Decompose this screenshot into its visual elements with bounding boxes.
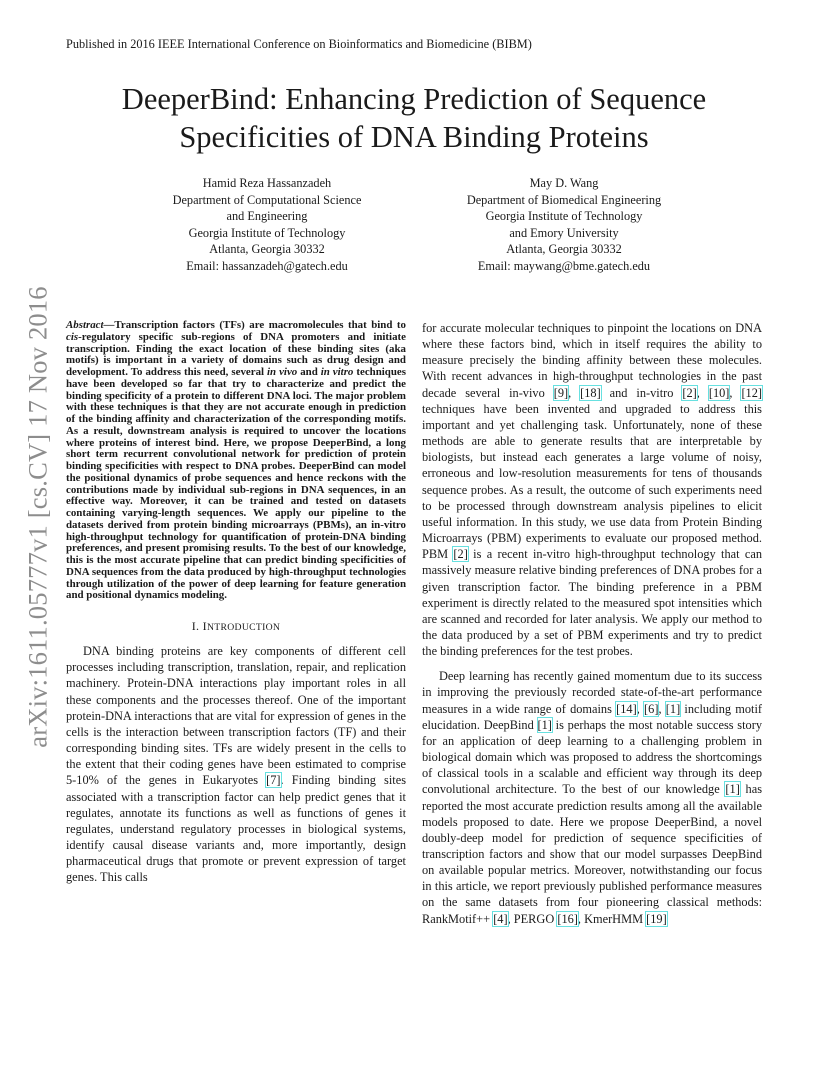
body-text: is perhaps the most notable success story for an application of deep learning to a challenging problem in biological domain which was proposed to address the shortcomings of classical tools in a scalable and efficient way through its deep convolutional architecture. To the best of our knowledge xyxy=(422,717,762,797)
body-text: , PERGO xyxy=(507,911,558,926)
body-text: including motif elucidation. DeepBind xyxy=(422,701,763,732)
separator: , xyxy=(568,385,581,400)
title-line-1: DeeperBind: Enhancing Prediction of Sequence xyxy=(121,82,707,116)
author-block-1 xyxy=(117,175,417,275)
citation-link[interactable]: [1] xyxy=(537,717,552,732)
left-column xyxy=(66,320,406,886)
separator: , xyxy=(696,385,709,400)
citation-link[interactable]: [16] xyxy=(557,911,578,926)
abstract-text: Transcription factors (TFs) are macromolecules that bind to xyxy=(114,319,406,331)
abstract-italic: in vitro xyxy=(320,366,354,378)
author-affiliation-line: Department of Computational Science xyxy=(172,192,362,207)
paper-title xyxy=(40,80,788,156)
abstract-lead: Abstract xyxy=(66,319,104,331)
separator: , xyxy=(658,701,666,716)
author-affiliation-line: Atlanta, Georgia 30332 xyxy=(506,242,622,257)
title-line-2: Specificities of DNA Binding Proteins xyxy=(179,120,649,154)
abstract-text: techniques have been developed so far that try to characterize and predict the binding specificity of a protein to different DNA loci. The major problem with these techniques is that they are not accurate enough in prediction of the binding affinity and characterization of the corresponding motifs. As a result, downstream analysis is required to uncover the locations where proteins of interest bind. Here, we propose DeeperBind, a long short term recurrent convolutional network for prediction of protein binding specificities with respect to DNA probes. DeeperBind can model the positional dynamics of probe sequences and hence reckons with the contributions made by individual sub-regions in DNA sequences, in an effective way. Moreover, it can be trained and tested on datasets containing varying-length sequences. We apply our pipeline to the datasets derived from protein binding microarrays (PBMs), an in-vitro high-throughput technology for quantification of protein-DNA binding preferences, and present promising results. To the best of our knowledge, this is the most accurate pipeline that can predict binding specificities of DNA sequences from the data produced by high-throughput technologies through utilization of the power of deep learning for feature generation and positional dynamics modeling. xyxy=(66,366,406,602)
author-email: Email: maywang@bme.gatech.edu xyxy=(477,258,651,273)
author-affiliation-line: Atlanta, Georgia 30332 xyxy=(209,242,325,257)
arxiv-stamp: arXiv:1611.05777v1 [cs.CV] 17 Nov 2016 xyxy=(22,286,53,748)
author-affiliation-line: Georgia Institute of Technology xyxy=(485,209,643,224)
author-name: May D. Wang xyxy=(529,176,599,190)
abstract-dash: — xyxy=(103,319,115,331)
right-paragraph-1 xyxy=(422,320,762,659)
author-block-2 xyxy=(414,175,714,275)
citation-link[interactable]: [7] xyxy=(266,773,281,788)
citation-link[interactable]: [19] xyxy=(646,911,667,926)
abstract-text: and xyxy=(297,366,321,378)
body-text: is a recent in-vitro high-throughput technology that can massively measure relative binding preferences of DNA probes for a given transcription factor. The binding preference in a PBM experiment is directly related to the measured spot intensities which are scanned and recorded for later analysis. We apply our method to the data produced by a set of PBM experiments and try to predict the binding preferences for the test probes. xyxy=(422,547,762,659)
citation-link[interactable]: [2] xyxy=(453,547,468,562)
right-column xyxy=(422,320,762,927)
citation-link[interactable]: [4] xyxy=(493,911,508,926)
author-affiliation-line: and Engineering xyxy=(226,209,308,224)
citation-link[interactable]: [2] xyxy=(682,385,697,400)
author-affiliation-line: Georgia Institute of Technology xyxy=(188,225,346,240)
author-email: Email: hassanzadeh@gatech.edu xyxy=(186,258,348,273)
body-text: for accurate molecular techniques to pinpoint the locations on DNA where these factors bind, which in itself requires the ability to measure precisely the binding affinity between these molecules. With recent advances in high-throughput technologies in the past decade several in-vivo xyxy=(422,321,762,400)
body-text: techniques have been invented and upgraded to address this important and yet challenging task. Unfortunately, none of these methods are able to generate results that are interpretable by biologists, but instead each generates a large volume of noisy, erroneous and low-resolution measurements for tens of thousands sequence probes. As a result, the outcome of such experiments need to be processed through downstream analysis pipelines to elicit useful information. In this study, we use data from Protein Binding Microarrays (PBM) experiments to evaluate our proposed method. PBM xyxy=(422,401,762,562)
citation-link[interactable]: [12] xyxy=(741,385,763,400)
abstract-text: -regulatory specific sub-regions of DNA promoters and initiate transcription. Finding the exact location of these binding sites (aka motifs) is important in a variety of domains such as drug design and development. To address this need, several xyxy=(66,330,406,378)
section-title-smallcaps: NTRODUCTION xyxy=(206,622,281,633)
citation-link[interactable]: [18] xyxy=(580,385,601,400)
venue-line: Published in 2016 IEEE International Conference on Bioinformatics and Biomedicine (BIBM) xyxy=(66,37,532,51)
section-numeral: I. I xyxy=(191,619,207,633)
body-text: and in-vitro xyxy=(600,385,683,400)
intro-paragraph-1 xyxy=(66,643,406,885)
body-text: has reported the most accurate prediction results among all the available models proposed to date. Here we propose DeeperBind, a novel doubly-deep model for prediction of sequence specificities of transcription factors and show that our model surpasses DeepBind on available popular metrics. Moreover, notwithstanding our focus in this article, we report previously published performance measures on the same datasets from four pioneering classical methods: RankMotif++ xyxy=(422,782,762,926)
abstract xyxy=(66,320,406,602)
arxiv-stamp-container xyxy=(20,270,56,765)
citation-link[interactable]: [1] xyxy=(725,782,740,797)
body-text: . Finding binding sites associated with a transcription factor can help predict genes that it regulates, annotate its functions as well as functions of genes it regulates, understand regulatory processes in biological systems, identify causal disease variants and, more importantly, design pharmaceutical drugs that promote or prevent expression of target genes. This calls xyxy=(66,773,406,885)
citation-link[interactable]: [14] xyxy=(616,701,637,716)
citation-link[interactable]: [6] xyxy=(644,701,659,716)
body-text: DNA binding proteins are key components of different cell processes including transcription, translation, repair, and replication machinery. Protein-DNA interactions play important roles in all these components and the processes thereof. One of the important protein-DNA interactions that are vital for expression of genes in the cells is the interaction between transcription factors (TF) and their corresponding binding sites. TFs are widely present in the cells to the extent that their coding genes have been estimated to comprise 5-10% of the genes in Eukaryotes xyxy=(66,644,406,788)
body-text: , KmerHMM xyxy=(577,911,647,926)
separator: , xyxy=(729,385,742,400)
author-affiliation-line: and Emory University xyxy=(509,225,619,240)
citation-link[interactable]: [9] xyxy=(553,385,569,400)
right-paragraph-2 xyxy=(422,668,762,927)
section-heading-introduction xyxy=(66,618,406,636)
abstract-italic: in vivo xyxy=(267,366,298,378)
citation-link[interactable]: [1] xyxy=(665,701,681,716)
abstract-italic: cis xyxy=(66,330,79,343)
body-text: Deep learning has recently gained momentum due to its success in improving the previously recorded state-of-the-art performance measures in a wide range of domains xyxy=(422,669,762,716)
author-name: Hamid Reza Hassanzadeh xyxy=(202,176,332,190)
separator: , xyxy=(636,701,645,716)
citation-link[interactable]: [10] xyxy=(708,385,730,400)
author-affiliation-line: Department of Biomedical Engineering xyxy=(466,192,662,207)
